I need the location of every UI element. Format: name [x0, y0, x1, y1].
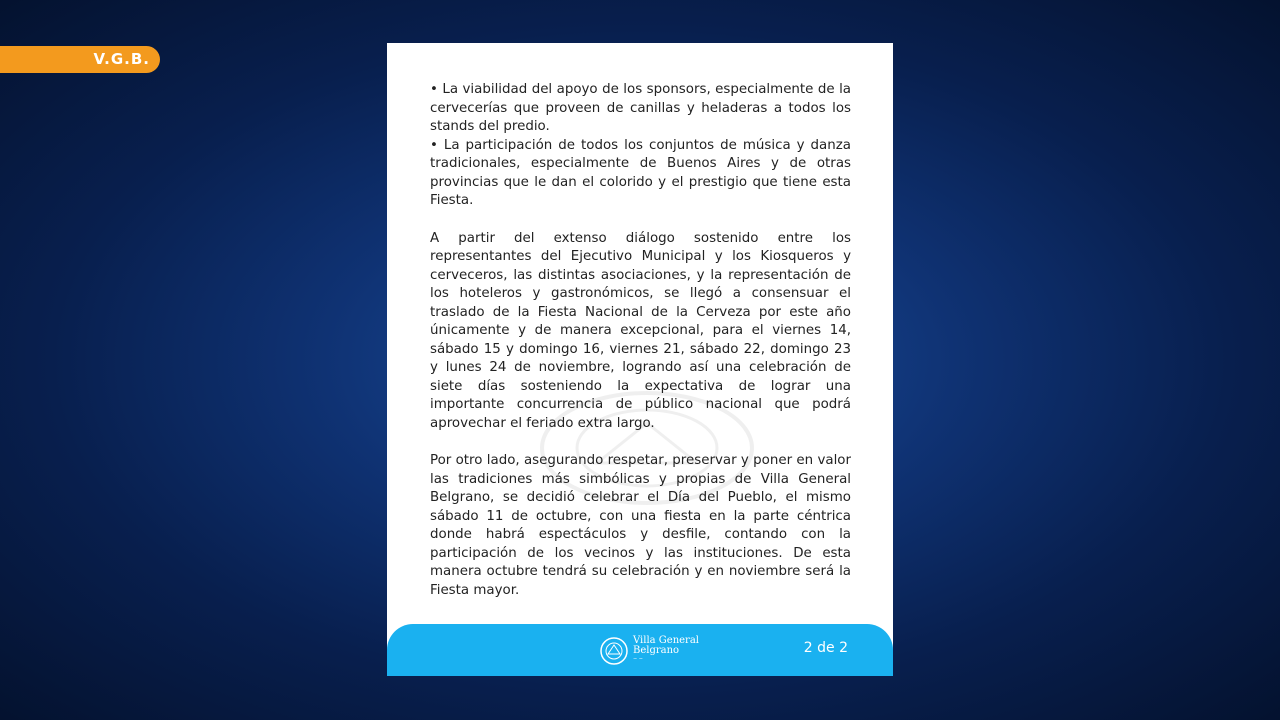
document-footer	[387, 624, 893, 676]
bullet-sponsors: • La viabilidad del apoyo de los sponsors, especialmente de la cervecerías que proveen de canillas y heladeras a todos los stands del predio.	[430, 81, 851, 137]
document-page	[387, 43, 893, 676]
municipality-crest-icon	[599, 636, 629, 666]
document-body	[430, 81, 851, 600]
logo-line-2: Belgrano	[633, 645, 680, 656]
page-number: 2 de 2	[803, 640, 848, 656]
logo-line-1: Villa General	[633, 635, 699, 646]
paragraph-dia-del-pueblo: Por otro lado, asegurando respetar, preservar y poner en valor las tradiciones más simbólicas y propias de Villa General Belgrano, se decidió celebrar el Día del Pueblo, el mismo sábado 11 de octubre, con una fiesta en la parte céntrica donde habrá espectáculos y desfile, contando con la participación de los vecinos y las instituciones. De esta manera octubre tendrá su celebración y en noviembre será la Fiesta mayor.	[430, 453, 851, 598]
paragraph-traslado: A partir del extenso diálogo sostenido entre los representantes del Ejecutivo Municipal y los Kiosqueros y cerveceros, las distintas asociaciones, y la representación de los hoteleros y gastronómicos, se llegó a consensuar el traslado de la Fiesta Nacional de la Cerveza por este año únicamente y de manera excepcional, para el viernes 14, sábado 15 y domingo 16, viernes 21, sábado 22, domingo 23 y lunes 24 de noviembre, logrando así una celebración de siete días sosteniendo la expectativa de lograr una importante concurrencia de público nacional que podrá aprovechar el feriado extra largo.	[430, 230, 851, 431]
channel-tag: V.G.B.	[0, 46, 160, 73]
bullet-music-groups: • La participación de todos los conjuntos de música y danza tradicionales, especialmente de Buenos Aires y de otras provincias que le dan el colorido y el prestigio que tiene esta Fiesta.	[430, 137, 851, 211]
logo-subtitle: ~ ~	[633, 656, 643, 662]
municipality-logo-text	[633, 636, 699, 663]
